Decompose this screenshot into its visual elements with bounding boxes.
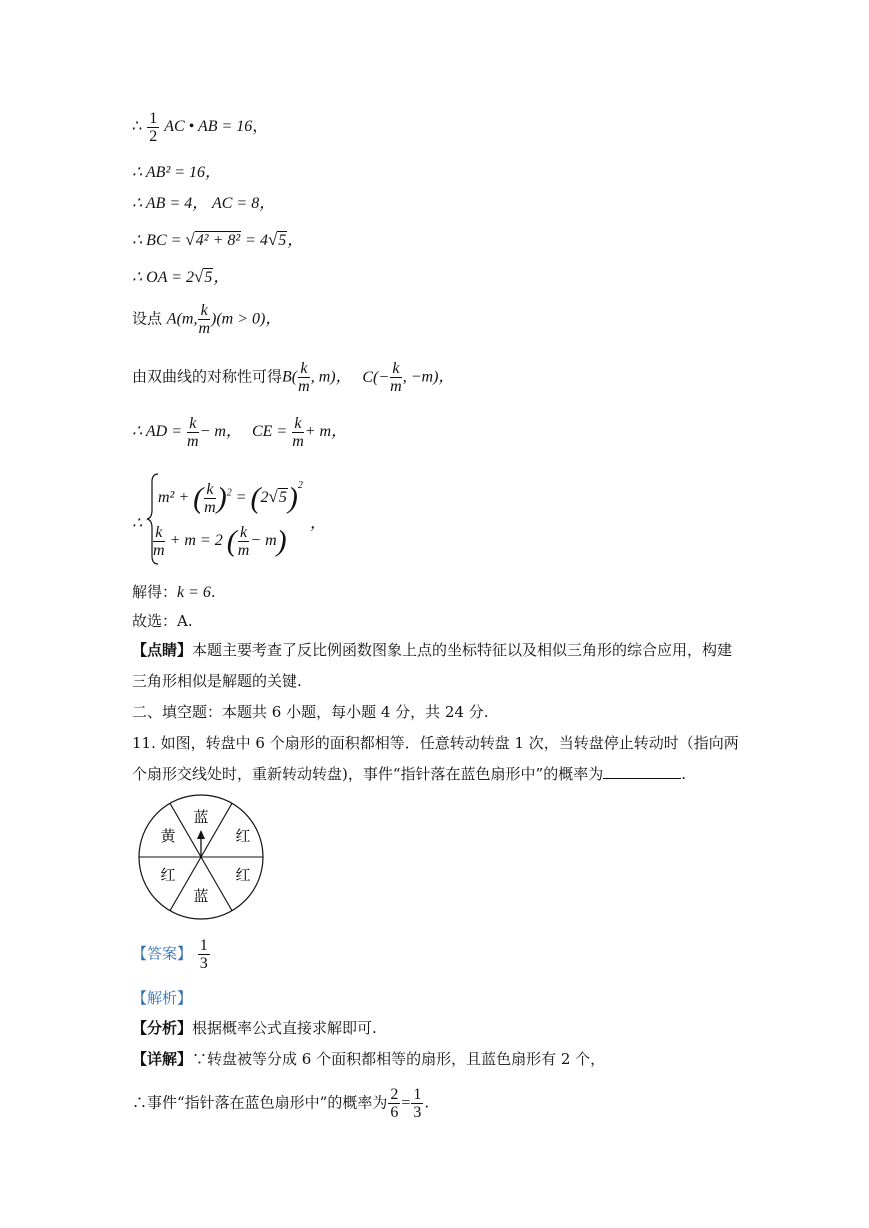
fraction-denominator: m	[153, 542, 165, 559]
point-c-tail: , −m)，	[402, 368, 455, 386]
eq-bc	[132, 230, 303, 251]
solve-value: k = 6	[177, 584, 211, 601]
fraction-numerator: 1	[149, 110, 158, 127]
comma: ，	[252, 118, 269, 136]
fraction-numerator: k	[204, 481, 216, 499]
detail-tag: 【详解】	[132, 1050, 193, 1068]
eq-oa	[132, 267, 229, 288]
fraction-denominator: 2	[149, 128, 158, 145]
spinner-figure	[136, 794, 266, 924]
text: 由双曲线的对称性可得	[132, 367, 283, 386]
radicand: 5	[278, 489, 287, 506]
fraction-k-m	[198, 302, 210, 337]
comment-tag: 【点睛】	[132, 641, 193, 659]
radicand: 4² + 8²	[195, 232, 241, 249]
analyze-text: 根据概率公式直接求解即可.	[192, 1019, 377, 1037]
text: 设点	[132, 309, 163, 328]
solve-line	[132, 582, 216, 603]
radicand: 5	[278, 232, 287, 249]
sqrt-icon: √	[267, 230, 278, 249]
therefore-symbol: ∴	[132, 118, 143, 136]
fraction-denominator: m	[292, 433, 304, 450]
exponent: 2	[297, 480, 303, 491]
fraction-k-m	[204, 481, 216, 516]
fraction-denominator: m	[237, 542, 250, 559]
period: .	[210, 583, 216, 601]
symmetry-points	[132, 360, 454, 395]
detail-line	[132, 1049, 605, 1069]
fraction-denominator: 3	[413, 1104, 422, 1121]
exponent: 2	[226, 487, 232, 499]
fraction-numerator: k	[198, 302, 210, 320]
comment-line-2: 三角形相似是解题的关键.	[132, 672, 302, 690]
point-b-tail: , m)，	[310, 368, 352, 386]
fraction-numerator: 1	[413, 1086, 422, 1103]
comment-text: 本题主要考查了反比例函数图象上点的坐标特征以及相似三角形的综合应用，构建	[192, 641, 733, 659]
sector-label: 红	[160, 866, 176, 884]
solve-label: 解得：	[132, 583, 178, 601]
eq-half-ac-ab	[132, 110, 268, 145]
equation-1: m² + ( $\frac{k}{m}$ )$^2 = (2√5)^2$	[158, 480, 303, 516]
question-text: 个扇形交线处时，重新转动转盘)，事件“指针落在蓝色扇形中”的概率为	[132, 765, 604, 783]
fraction-k-m	[238, 524, 250, 559]
fraction-denominator: m	[204, 498, 216, 516]
sqrt-icon: √	[194, 267, 204, 286]
sector-label: 黄	[160, 827, 176, 845]
point-b: B(	[282, 368, 298, 386]
fraction-denominator: m	[298, 378, 310, 395]
expression: AC • AB = 16	[164, 118, 253, 136]
fraction-two-sixths	[388, 1086, 400, 1121]
equals-sign: =	[235, 489, 247, 506]
answer-line	[132, 937, 211, 972]
final-line	[132, 1086, 429, 1121]
fraction-one-third	[411, 1086, 423, 1121]
choose-line: 故选：A.	[132, 612, 193, 630]
point-c: C(−	[362, 368, 390, 386]
answer-fraction	[198, 937, 210, 972]
fraction-half	[147, 110, 159, 145]
eq2-tail: − m	[250, 532, 277, 550]
fraction-numerator: k	[298, 360, 310, 378]
detail-text: ∵转盘被等分成 6 个面积都相等的扇形，且蓝色扇形有 2 个，	[192, 1050, 606, 1068]
period: .	[681, 765, 686, 783]
comma: ，	[310, 515, 327, 532]
fraction-denominator: 3	[199, 955, 208, 972]
fraction-denominator: m	[198, 320, 211, 337]
comment-line-1	[132, 640, 732, 660]
pointer-arrow-icon	[197, 830, 205, 839]
fraction-k-m	[187, 415, 199, 450]
comma: ，	[213, 269, 230, 286]
question-11-line-2	[132, 764, 686, 784]
eq-ad-tail: − m，	[199, 423, 242, 441]
analysis-tag: 【解析】	[132, 989, 193, 1007]
set-point-a	[132, 302, 281, 337]
equals-sign: =	[401, 1094, 411, 1112]
sector-label: 蓝	[193, 808, 209, 826]
fraction-numerator: 2	[390, 1086, 399, 1103]
condition: )(m > 0)，	[211, 310, 282, 328]
eq-ab-ac	[132, 194, 275, 214]
comma: ，	[287, 232, 304, 249]
answer-blank	[603, 764, 681, 779]
fraction-denominator: 6	[390, 1104, 399, 1121]
fraction-denominator: m	[187, 433, 199, 450]
eq1-lhs: m² +	[158, 489, 190, 506]
answer-tag: 【答案】	[132, 944, 193, 963]
radicand: 5	[204, 269, 213, 286]
point-a: A(m,	[166, 310, 198, 328]
fraction-k-m	[390, 360, 402, 395]
fraction-numerator: k	[390, 360, 402, 378]
section-heading: 二、填空题：本题共 6 小题，每小题 4 分，共 24 分.	[132, 703, 489, 721]
period: .	[424, 1093, 430, 1112]
eq-mid: = 4	[241, 232, 268, 249]
fraction-numerator: k	[292, 415, 304, 433]
fraction-k-m	[153, 524, 165, 559]
fraction-numerator: k	[238, 524, 250, 542]
eq-ab-squared: ∴ AB² = 16，	[132, 164, 222, 181]
sector-label: 蓝	[193, 887, 209, 905]
eq-ad: ∴ AD =	[132, 423, 183, 441]
eq1-rhs: 2	[260, 489, 269, 506]
fraction-k-m	[292, 415, 304, 450]
therefore-symbol: ∴	[132, 515, 143, 532]
sqrt-icon: √	[185, 230, 195, 249]
eq-ce: CE =	[251, 423, 288, 441]
fraction-denominator: m	[390, 378, 402, 395]
equation-2: $\frac{k}{m}$ + m = 2 ( $\frac{k}{m}$ − m)	[153, 524, 287, 559]
eq2-mid: + m = 2	[169, 532, 223, 550]
fraction-numerator: k	[187, 415, 199, 433]
question-11-line-1: 11. 如图，转盘中 6 个扇形的面积都相等．任意转动转盘 1 次，当转盘停止转动时（指向两	[132, 734, 739, 752]
fraction-numerator: k	[153, 524, 165, 542]
eq-prefix: ∴ BC =	[132, 232, 186, 249]
analyze-tag: 【分析】	[132, 1019, 193, 1037]
sector-label: 红	[235, 827, 251, 845]
eq-ac: AC = 8，	[211, 195, 276, 212]
final-text: ∴事件“指针落在蓝色扇形中”的概率为	[132, 1093, 388, 1112]
fraction-numerator: 1	[199, 937, 208, 954]
sector-label: 红	[235, 866, 251, 884]
eq-prefix: ∴ OA = 2	[132, 269, 195, 286]
fraction-k-m	[298, 360, 310, 395]
sqrt-icon: √	[268, 487, 278, 506]
analyze-line	[132, 1018, 377, 1038]
eq-ab: ∴ AB = 4，	[132, 195, 209, 212]
eq-ad-ce	[132, 415, 347, 450]
eq-ce-tail: + m，	[304, 423, 348, 441]
